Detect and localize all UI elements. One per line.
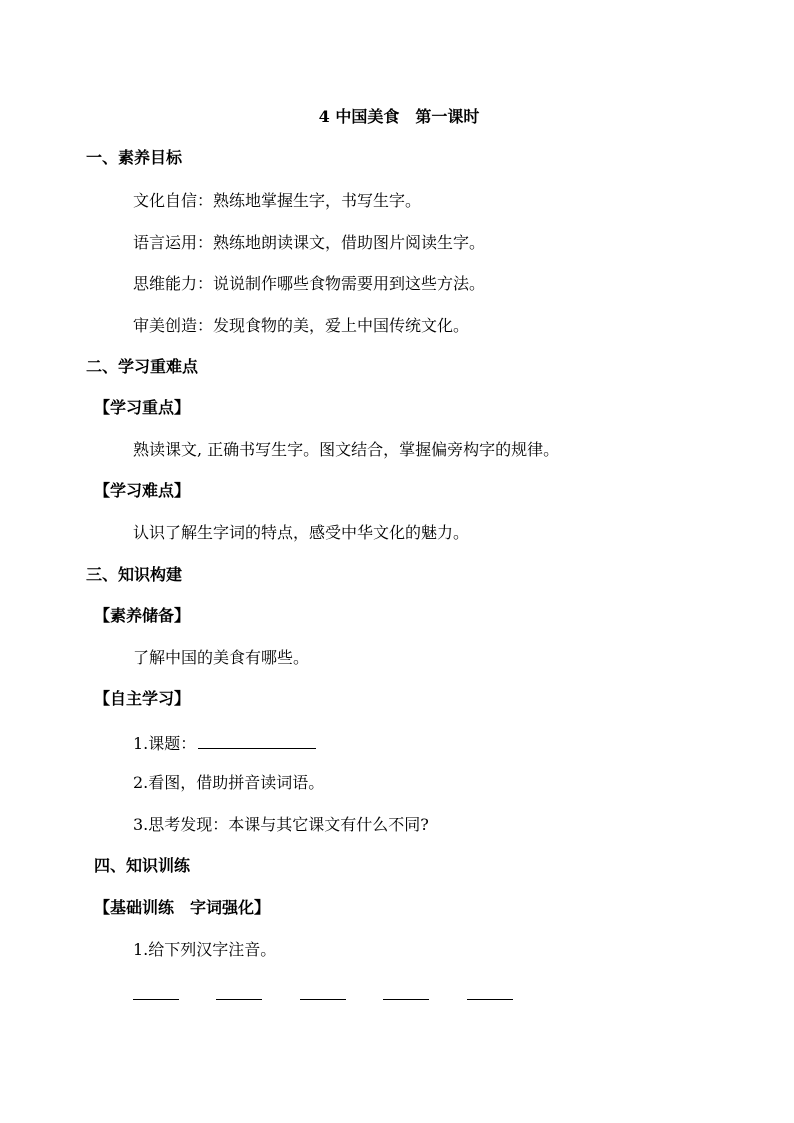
section-heading-goals: 一、素养目标 — [86, 148, 183, 167]
pinyin-blank[interactable] — [467, 986, 513, 1000]
section-heading-training: 四、知识训练 — [94, 856, 191, 875]
pinyin-blank[interactable] — [133, 986, 179, 1000]
goal-item: 语言运用：熟练地朗读课文，借助图片阅读生字。 — [133, 233, 486, 252]
training-question-1: 1.给下列汉字注音。 — [133, 940, 277, 959]
basic-training-label: 【基础训练 字词强化】 — [94, 898, 271, 917]
focus-label: 【学习重点】 — [94, 398, 191, 417]
pinyin-blank[interactable] — [383, 986, 429, 1000]
pinyin-blank[interactable] — [300, 986, 346, 1000]
focus-text: 熟读课文, 正确书写生字。图文结合，掌握偏旁构字的规律。 — [133, 440, 560, 459]
goal-item: 思维能力：说说制作哪些食物需要用到这些方法。 — [133, 274, 486, 293]
preparation-text: 了解中国的美食有哪些。 — [133, 648, 310, 667]
goal-item: 审美创造：发现食物的美，爱上中国传统文化。 — [133, 316, 470, 335]
difficulty-label: 【学习难点】 — [94, 481, 191, 500]
goal-item: 文化自信：熟练地掌握生字，书写生字。 — [133, 191, 422, 210]
section-heading-key-points: 二、学习重难点 — [86, 357, 199, 376]
question-2: 2.看图，借助拼音读词语。 — [133, 773, 325, 792]
self-study-label: 【自主学习】 — [94, 689, 191, 708]
pinyin-blank[interactable] — [216, 986, 262, 1000]
answer-blank[interactable] — [198, 732, 316, 749]
question-3: 3.思考发现：本课与其它课文有什么不同? — [133, 815, 429, 834]
preparation-label: 【素养储备】 — [94, 606, 191, 625]
question-1 — [133, 732, 316, 754]
document-title: 4 中国美食 第一课时 — [318, 107, 480, 126]
question-1-text: 1.课题： — [133, 734, 197, 753]
section-heading-knowledge: 三、知识构建 — [86, 565, 183, 584]
difficulty-text: 认识了解生字词的特点，感受中华文化的魅力。 — [133, 523, 470, 542]
